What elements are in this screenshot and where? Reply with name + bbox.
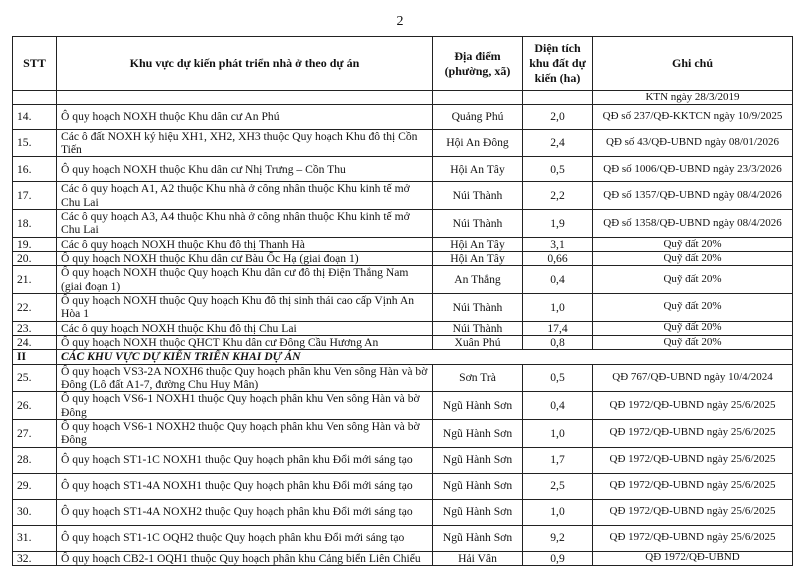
cell-size: 9,2: [523, 525, 593, 551]
cell-area: Ô quy hoạch ST1-4A NOXH1 thuộc Quy hoạch phân khu Đổi mới sáng tạo: [57, 473, 433, 499]
table-row: [13, 129, 793, 157]
cell-note: Quỹ đất 20%: [593, 266, 793, 294]
cell-size: 1,0: [523, 419, 593, 447]
cell-note: QĐ số 43/QĐ-UBND ngày 08/01/2026: [593, 129, 793, 157]
table-row: [13, 209, 793, 237]
cell-location: Hội An Tây: [433, 157, 523, 182]
cell-note: QĐ 1972/QĐ-UBND ngày 25/6/2025: [593, 499, 793, 525]
table-row: [13, 293, 793, 321]
table-row: [13, 237, 793, 251]
cell-location: Hội An Tây: [433, 237, 523, 251]
cell-area: Ô quy hoạch VS6-1 NOXH2 thuộc Quy hoạch phân khu Ven sông Hàn và bờ Đông: [57, 419, 433, 447]
cell-area: Ô quy hoạch ST1-1C NOXH1 thuộc Quy hoạch phân khu Đổi mới sáng tạo: [57, 447, 433, 473]
cell-size: 0,5: [523, 364, 593, 392]
cell-size: 2,5: [523, 473, 593, 499]
cell-stt: 32.: [13, 551, 57, 565]
cell-size: 2,4: [523, 129, 593, 157]
cell-note: QĐ số 237/QĐ-KKTCN ngày 10/9/2025: [593, 104, 793, 129]
table-row: [13, 499, 793, 525]
cell-area: Ô quy hoạch VS6-1 NOXH1 thuộc Quy hoạch phân khu Ven sông Hàn và bờ Đông: [57, 392, 433, 420]
cell-area: Ô quy hoạch CB2-1 OQH1 thuộc Quy hoạch phân khu Cảng biển Liên Chiểu: [57, 551, 433, 565]
cell-size: 0,4: [523, 266, 593, 294]
cell-location: Núi Thành: [433, 209, 523, 237]
header-location: Địa điểm (phường, xã): [433, 37, 523, 91]
table-row: [13, 266, 793, 294]
table-row: [13, 525, 793, 551]
cell-size: 1,9: [523, 209, 593, 237]
cell-stt: 21.: [13, 266, 57, 294]
cell-stt: 22.: [13, 293, 57, 321]
cell-location: Ngũ Hành Sơn: [433, 499, 523, 525]
cell-area: Ô quy hoạch ST1-4A NOXH2 thuộc Quy hoạch phân khu Đổi mới sáng tạo: [57, 499, 433, 525]
cell-stt: 28.: [13, 447, 57, 473]
cell-note: QĐ 1972/QĐ-UBND ngày 25/6/2025: [593, 392, 793, 420]
section-title: CÁC KHU VỰC DỰ KIẾN TRIỂN KHAI DỰ ÁN: [57, 350, 793, 364]
cell-location: Hội An Đông: [433, 129, 523, 157]
cell-stt: 27.: [13, 419, 57, 447]
table-row: [13, 364, 793, 392]
cell-note: Quỹ đất 20%: [593, 251, 793, 265]
header-stt: STT: [13, 37, 57, 91]
cell-location: Ngũ Hành Sơn: [433, 419, 523, 447]
cell-area: Các ô quy hoạch NOXH thuộc Khu đô thị Chu Lai: [57, 321, 433, 335]
table-row: [13, 447, 793, 473]
cell-size: 0,66: [523, 251, 593, 265]
header-size: Diện tích khu đất dự kiến (ha): [523, 37, 593, 91]
cell-area: Ô quy hoạch NOXH thuộc Quy hoạch Khu dân cư đô thị Điện Thắng Nam (giai đoạn 1): [57, 266, 433, 294]
cell-size: 0,5: [523, 157, 593, 182]
cell-area: Các ô quy hoạch NOXH thuộc Khu đô thị Thanh Hà: [57, 237, 433, 251]
cell-stt: 17.: [13, 182, 57, 210]
cell-stt: 23.: [13, 321, 57, 335]
table-row: [13, 419, 793, 447]
table-row: [13, 335, 793, 349]
page-number: 2: [396, 14, 404, 29]
cell-area: Ô quy hoạch NOXH thuộc QHCT Khu dân cư Đông Cầu Hương An: [57, 335, 433, 349]
cell-location: Ngũ Hành Sơn: [433, 473, 523, 499]
table-row-continuation: [13, 91, 793, 105]
cell-area: Các ô đất NOXH ký hiệu XH1, XH2, XH3 thuộc Quy hoạch Khu đô thị Cồn Tiến: [57, 129, 433, 157]
cell-stt: 16.: [13, 157, 57, 182]
table-row: [13, 157, 793, 182]
table-row: [13, 251, 793, 265]
cell-note: Quỹ đất 20%: [593, 321, 793, 335]
cell-area: Các ô quy hoạch A3, A4 thuộc Khu nhà ở công nhân thuộc Khu kinh tế mở Chu Lai: [57, 209, 433, 237]
cell-stt: 25.: [13, 364, 57, 392]
cell-note: QĐ số 1358/QĐ-UBND ngày 08/4/2026: [593, 209, 793, 237]
cell-location: Núi Thành: [433, 182, 523, 210]
cell-note: Quỹ đất 20%: [593, 335, 793, 349]
cell-note: Quỹ đất 20%: [593, 237, 793, 251]
table-row: [13, 104, 793, 129]
cell-size: 0,8: [523, 335, 593, 349]
cell-stt: 19.: [13, 237, 57, 251]
cell-size: 2,0: [523, 104, 593, 129]
cell-stt: 15.: [13, 129, 57, 157]
cell-note: QĐ 1972/QĐ-UBND ngày 25/6/2025: [593, 447, 793, 473]
cell-area: Các ô quy hoạch A1, A2 thuộc Khu nhà ở công nhân thuộc Khu kinh tế mở Chu Lai: [57, 182, 433, 210]
continued-note: KTN ngày 28/3/2019: [593, 91, 793, 105]
cell-area: Ô quy hoạch VS3-2A NOXH6 thuộc Quy hoạch phân khu Ven sông Hàn và bờ Đông (Lô đất A1-7, đường Chu Huy Mân): [57, 364, 433, 392]
cell-stt: 24.: [13, 335, 57, 349]
table-row: [13, 321, 793, 335]
cell-note: QĐ 1972/QĐ-UBND ngày 25/6/2025: [593, 525, 793, 551]
cell-stt: 14.: [13, 104, 57, 129]
cell-stt: 29.: [13, 473, 57, 499]
cell-size: 1,7: [523, 447, 593, 473]
cell-size: 2,2: [523, 182, 593, 210]
cell-note: QĐ số 1006/QĐ-UBND ngày 23/3/2026: [593, 157, 793, 182]
cell-location: Ngũ Hành Sơn: [433, 392, 523, 420]
cell-size: 3,1: [523, 237, 593, 251]
cell-note: Quỹ đất 20%: [593, 293, 793, 321]
cell-location: Xuân Phú: [433, 335, 523, 349]
header-note: Ghi chú: [593, 37, 793, 91]
cell-stt: 20.: [13, 251, 57, 265]
cell-note: QĐ số 1357/QĐ-UBND ngày 08/4/2026: [593, 182, 793, 210]
cell-stt: 18.: [13, 209, 57, 237]
cell-size: 0,4: [523, 392, 593, 420]
cell-location: Ngũ Hành Sơn: [433, 525, 523, 551]
cell-note: QĐ 1972/QĐ-UBND ngày 25/6/2025: [593, 473, 793, 499]
cell-note: QĐ 1972/QĐ-UBND ngày 25/6/2025: [593, 419, 793, 447]
cell-location: Sơn Trà: [433, 364, 523, 392]
table-row: [13, 551, 793, 565]
cell-location: An Thắng: [433, 266, 523, 294]
cell-size: 1,0: [523, 499, 593, 525]
cell-stt: 26.: [13, 392, 57, 420]
cell-area: Ô quy hoạch NOXH thuộc Quy hoạch Khu đô thị sinh thái cao cấp Vịnh An Hòa 1: [57, 293, 433, 321]
table-row: [13, 392, 793, 420]
cell-area: Ô quy hoạch ST1-1C OQH2 thuộc Quy hoạch phân khu Đổi mới sáng tạo: [57, 525, 433, 551]
table-header-row: [13, 37, 793, 91]
section-row: [13, 350, 793, 364]
cell-location: Ngũ Hành Sơn: [433, 447, 523, 473]
cell-size: 1,0: [523, 293, 593, 321]
cell-size: 0,9: [523, 551, 593, 565]
table-row: [13, 473, 793, 499]
cell-area: Ô quy hoạch NOXH thuộc Khu dân cư An Phú: [57, 104, 433, 129]
cell-size: 17,4: [523, 321, 593, 335]
cell-area: Ô quy hoạch NOXH thuộc Khu dân cư Bàu Ốc Hạ (giai đoạn 1): [57, 251, 433, 265]
cell-stt: 31.: [13, 525, 57, 551]
cell-stt: 30.: [13, 499, 57, 525]
cell-location: Núi Thành: [433, 321, 523, 335]
cell-location: Núi Thành: [433, 293, 523, 321]
cell-note: QĐ 1972/QĐ-UBND: [593, 551, 793, 565]
housing-areas-table: [12, 36, 793, 566]
cell-location: Hội An Tây: [433, 251, 523, 265]
table-row: [13, 182, 793, 210]
cell-note: QĐ 767/QĐ-UBND ngày 10/4/2024: [593, 364, 793, 392]
cell-location: Hải Vân: [433, 551, 523, 565]
section-number: II: [13, 350, 57, 364]
header-area: Khu vực dự kiến phát triển nhà ở theo dự án: [57, 37, 433, 91]
cell-location: Quảng Phú: [433, 104, 523, 129]
cell-area: Ô quy hoạch NOXH thuộc Khu dân cư Nhị Trưng – Cồn Thu: [57, 157, 433, 182]
